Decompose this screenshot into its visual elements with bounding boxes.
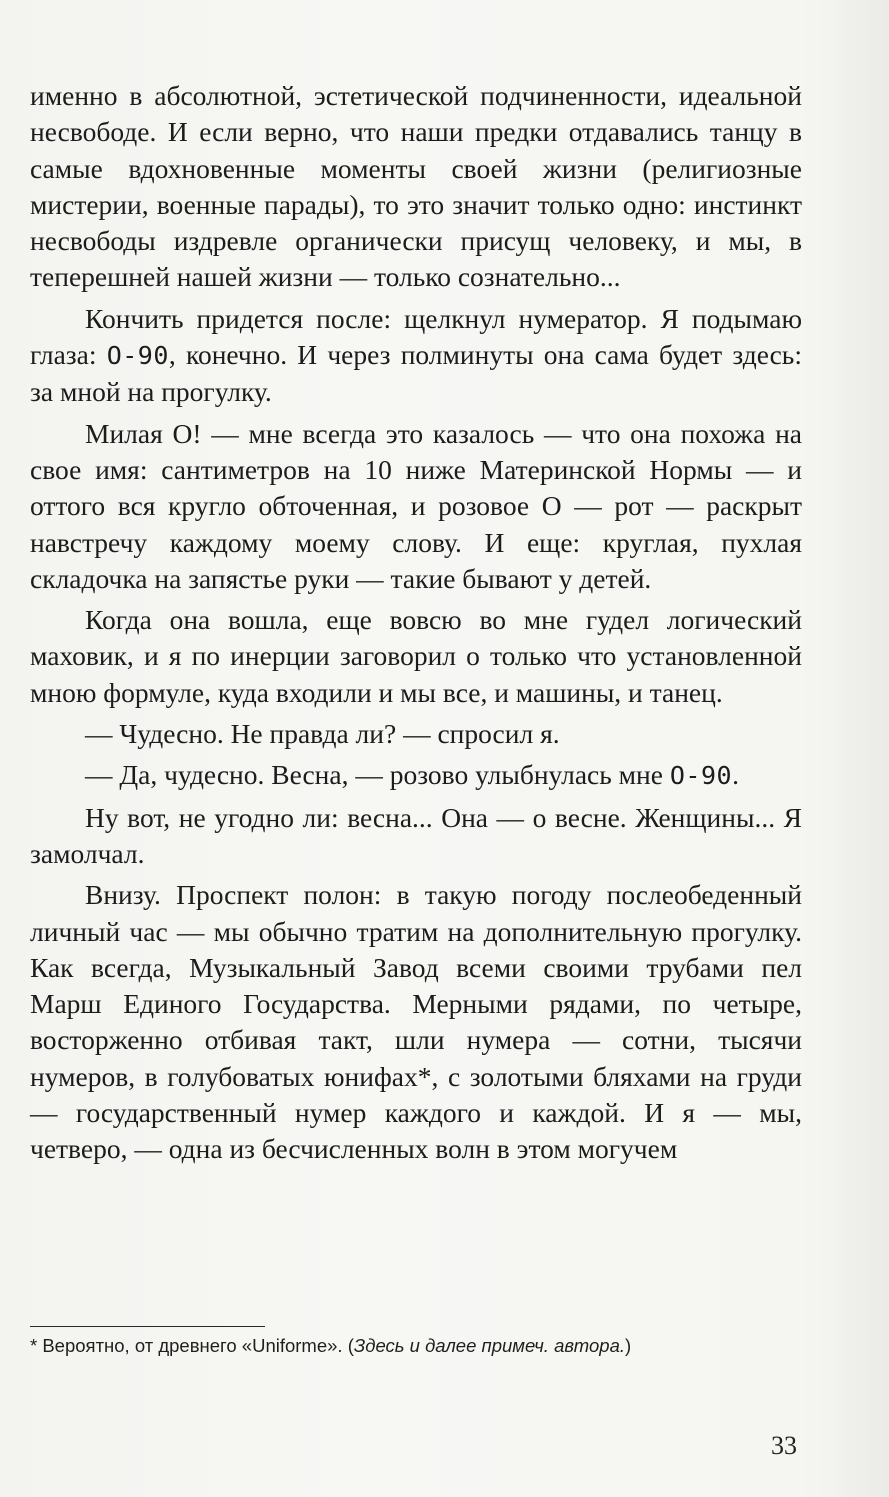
number-code: О-90 (669, 761, 733, 791)
footnote (30, 1334, 810, 1358)
footnote-close: ) (625, 1335, 632, 1356)
paragraph-7: Ну вот, не угодно ли: весна... Она — о весне. Женщины... Я замолчал. (30, 801, 802, 869)
paragraph-8: Внизу. Проспект полон: в такую погоду послеобеденный личный час — мы обычно тратим на дополнительную прогулку. Как всегда, Музыкальный Завод всеми своими трубами пел Марш Единого Государства. Мерными рядами, по четыре, восторженно отбивая такт, шли нумера — сотни, тысячи нумеров, в голубоватых юнифах*, с золотыми бляхами на груди — государственный нумер каждого и каждой. И я — мы, четверо, — одна из бесчисленных волн в этом могучем (30, 879, 802, 1165)
paragraph-4: Когда она вошла, еще вовсю во мне гудел логический маховик, и я по инерции заговорил о только что установленной мною формуле, куда входили и мы все, и машины, и танец. (30, 604, 802, 708)
footnote-italic: Здесь и далее примеч. автора. (353, 1335, 626, 1356)
number-code: О-90 (106, 341, 169, 371)
footnote-text: * Вероятно, от древнего «Uniforme». ( (30, 1335, 354, 1356)
paragraph-3: Милая О! — мне всегда это казалось — что она похожа на свое имя: сантиметров на 10 ниже Материнской Нормы — и оттого вся кругло обточенная, и розовое О — рот — раскрыт навстречу каждому моему слову. И еще: круглая, пухлая складочка на запястье руки — такие бывают у детей. (30, 417, 802, 594)
dialogue-line-2-before: — Да, чудесно. Весна, — розово улыбнулась мне (85, 759, 670, 791)
paragraph-1: именно в абсолютной, эстетической подчиненности, идеальной несвободе. И если верно, что наши предки отдавались танцу в самые вдохновенные моменты своей жизни (религиозные мистерии, военные парады), то это значит только одно: инстинкт несвободы издревле органически присущ человеку, и мы, в теперешней нашей жизни — только сознательно... (30, 80, 802, 293)
dialogue-line-2 (30, 757, 802, 794)
body-text (30, 78, 802, 1173)
paragraph-2-after: , конечно. И через полминуты она сама будет здесь: за мной на прогулку. (30, 339, 802, 408)
dialogue-line-1: — Чудесно. Не правда ли? — спросил я. (85, 718, 560, 750)
paragraph-2-before: Кончить придется после: щелкнул нумератор. Я подымаю глаза: (30, 302, 802, 371)
footnote-divider (30, 1326, 265, 1327)
page-number: 33 (771, 1431, 797, 1460)
page-edge-shadow (829, 0, 889, 1497)
dialogue-line-2-after: . (732, 759, 739, 791)
paragraph-2 (30, 301, 802, 411)
